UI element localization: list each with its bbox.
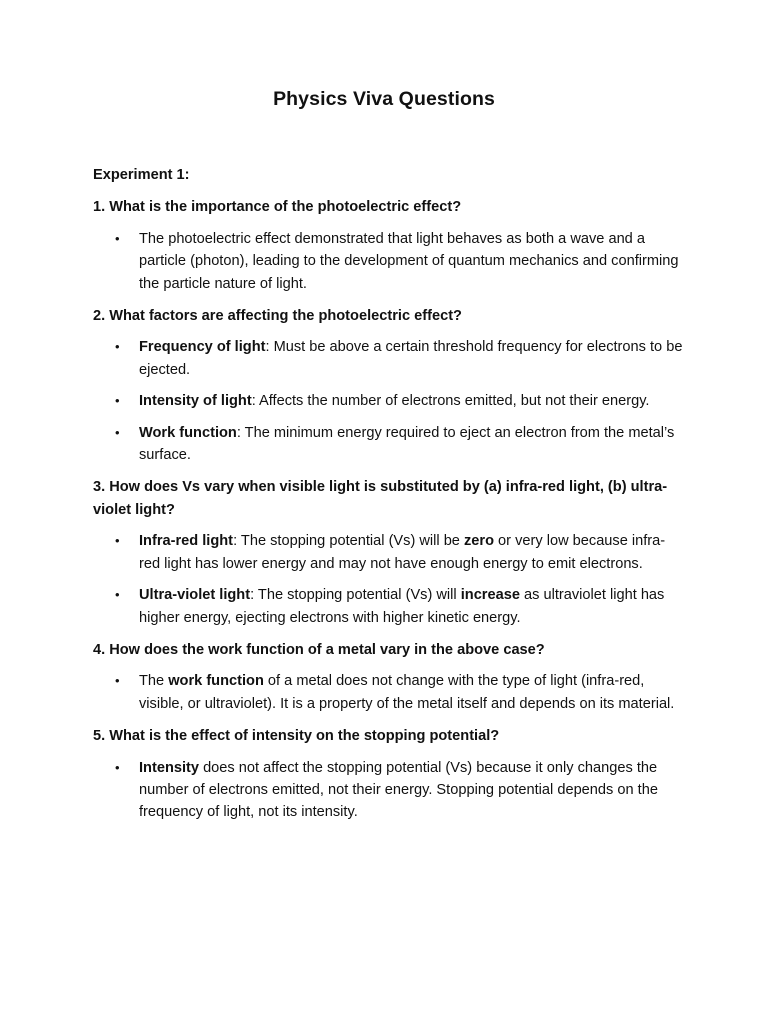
answer-item xyxy=(93,390,683,412)
answer-text: : The minimum energy required to eject an electron from the metal’s surface. xyxy=(139,424,675,464)
bullet-icon: • xyxy=(115,759,120,775)
answer-item xyxy=(93,336,683,381)
answer-list-4 xyxy=(93,670,683,715)
answer-term: Infra-red light xyxy=(139,533,234,550)
bullet-icon: • xyxy=(115,533,120,549)
answer-list-3 xyxy=(93,530,683,629)
answer-term: Intensity of light xyxy=(139,393,252,410)
answer-term: Intensity xyxy=(139,759,200,776)
answer-text: The photoelectric effect demonstrated that light behaves as both a wave and a particle (photon), leading to the development of quantum mechanics and confirming the particle nature of light. xyxy=(139,230,679,292)
answer-text: : Must be above a certain threshold frequency for electrons to be ejected. xyxy=(139,339,683,378)
answer-item xyxy=(93,584,683,629)
answer-text: : The stopping potential (Vs) will be xyxy=(233,533,464,550)
answer-list-2 xyxy=(93,336,683,466)
answer-text: of a metal does not change with the type of light (infra-red, visible, or ultraviolet). It is a property of the metal itself and depends on its material. xyxy=(139,673,675,712)
question-3: 3. How does Vs vary when visible light is substituted by (a) infra-red light, (b) ultra-violet light? xyxy=(93,479,668,518)
bullet-icon: • xyxy=(115,230,120,246)
answer-emphasis: zero xyxy=(463,533,494,550)
bullet-icon: • xyxy=(115,424,120,440)
bullet-icon: • xyxy=(115,393,120,409)
answer-text: does not affect the stopping potential (Vs) because it only changes the number of electrons emitted, not their energy. Stopping potential depends on the frequency of light, not its intensity. xyxy=(139,759,658,821)
question-2: 2. What factors are affecting the photoelectric effect? xyxy=(93,308,462,325)
page-title: Physics Viva Questions xyxy=(273,88,495,110)
answer-item xyxy=(93,757,683,824)
experiment-heading: Experiment 1: xyxy=(93,167,190,183)
question-1: 1. What is the importance of the photoelectric effect? xyxy=(93,199,462,216)
bullet-icon: • xyxy=(115,673,120,689)
answer-text: or very low because infra-red light has lower energy and may not have enough energy to emit electrons. xyxy=(139,533,666,572)
answer-term: Ultra-violet light xyxy=(139,587,251,604)
answer-item xyxy=(93,422,683,467)
answer-item xyxy=(93,530,683,575)
answer-text: as ultraviolet light has higher energy, ejecting electrons with higher kinetic energy. xyxy=(139,587,665,626)
answer-list-1 xyxy=(93,228,683,295)
answer-text: : Affects the number of electrons emitted, but not their energy. xyxy=(251,393,650,410)
answer-text: The xyxy=(139,673,169,690)
document-body xyxy=(93,164,683,834)
bullet-icon: • xyxy=(115,339,120,355)
answer-item xyxy=(93,670,683,715)
question-5: 5. What is the effect of intensity on the stopping potential? xyxy=(93,728,500,745)
bullet-icon: • xyxy=(115,587,120,603)
answer-emphasis: work function xyxy=(168,673,264,690)
answer-term: Frequency of light xyxy=(139,339,266,356)
answer-emphasis: increase xyxy=(460,587,520,604)
answer-text: : The stopping potential (Vs) will xyxy=(250,587,461,604)
answer-list-5 xyxy=(93,757,683,824)
question-4: 4. How does the work function of a metal vary in the above case? xyxy=(93,641,545,658)
answer-item xyxy=(93,228,683,295)
answer-term: Work function xyxy=(139,424,237,441)
